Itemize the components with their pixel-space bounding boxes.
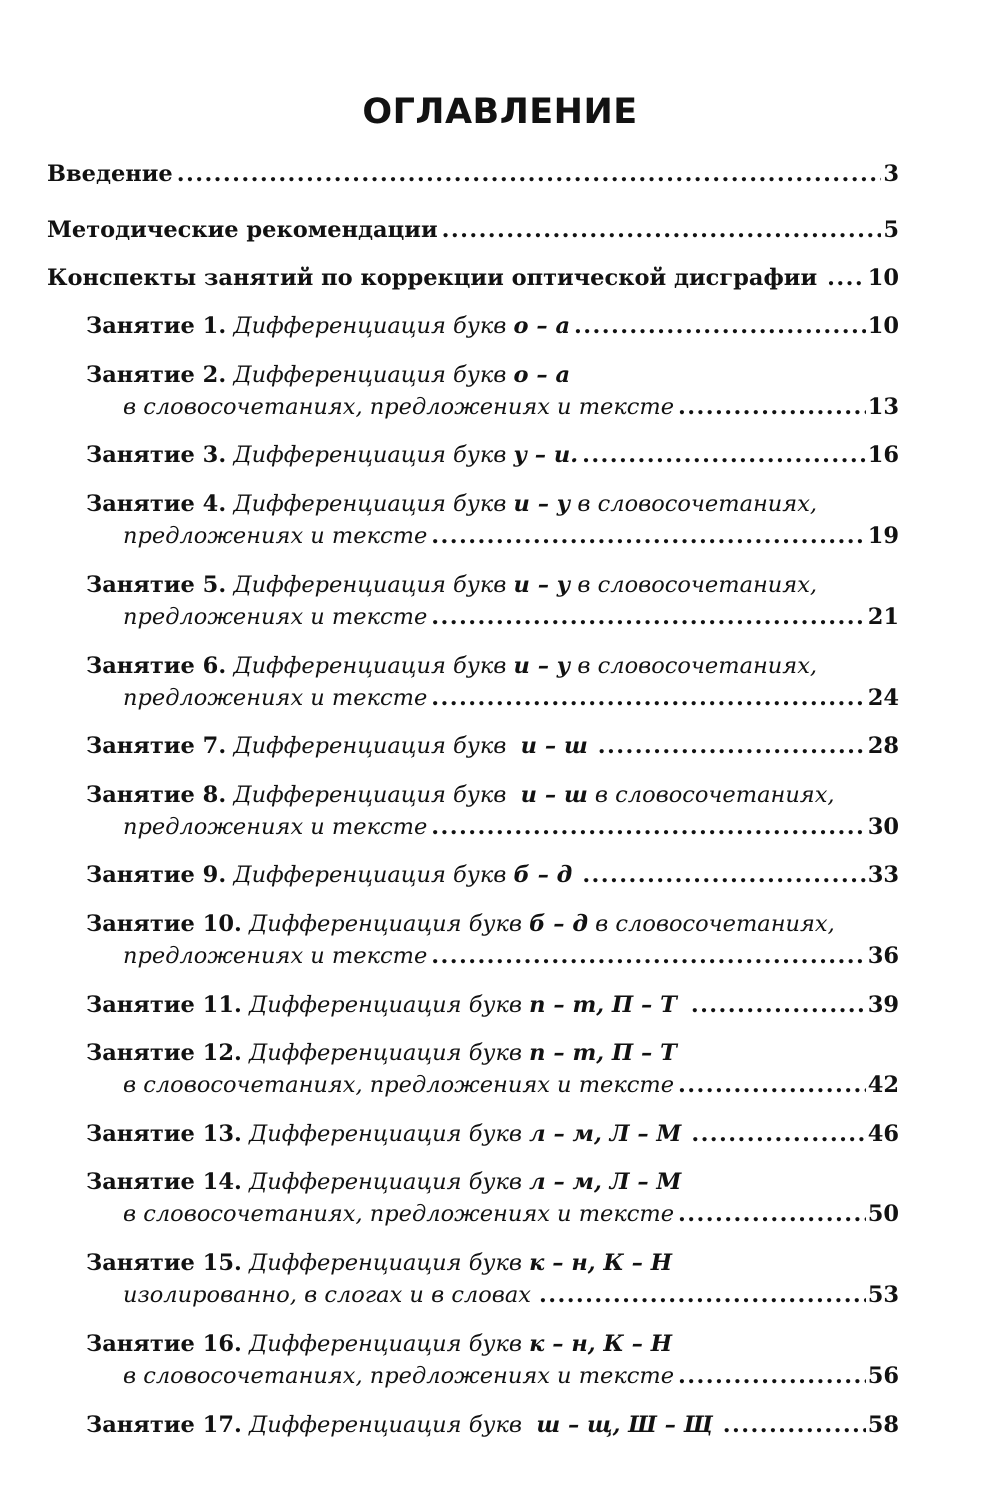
lesson-label: Занятие 5. <box>86 572 227 598</box>
page-number: 53 <box>867 1282 899 1308</box>
page-number: 10 <box>867 265 899 291</box>
lesson-title: Дифференциация букв п – т, П – Т <box>248 992 677 1018</box>
toc-entry-lesson-line1[interactable] <box>86 782 835 808</box>
toc-entry-lesson-line1[interactable] <box>86 491 817 517</box>
lesson-label: Занятие 9. <box>86 862 227 888</box>
page-number: 39 <box>867 992 899 1018</box>
lesson-title: Дифференциация букв к – н, К – Н <box>248 1250 673 1276</box>
lesson-title-cont: предложениях и тексте <box>123 685 428 711</box>
toc-entry-lesson-line1[interactable] <box>86 1040 677 1066</box>
leader-dots <box>691 992 866 1018</box>
leader-dots <box>431 523 865 549</box>
lesson-title-cont: в словосочетаниях, предложениях и тексте <box>123 1363 675 1389</box>
toc-entry-lesson-line2[interactable] <box>123 604 899 638</box>
lesson-title-cont: в словосочетаниях, предложениях и тексте <box>123 394 675 420</box>
toc-entry-lesson-line1[interactable] <box>86 1331 672 1357</box>
lesson-label: Занятие 11. <box>86 992 242 1018</box>
lesson-label: Занятие 2. <box>86 362 227 388</box>
leader-dots <box>431 814 865 840</box>
page-number: 56 <box>867 1363 899 1389</box>
lesson-label: Занятие 13. <box>86 1121 242 1147</box>
lesson-title-cont: предложениях и тексте <box>123 814 428 840</box>
lesson-title: Дифференциация букв и – ш в словосочетаниях, <box>233 782 835 808</box>
lesson-label: Занятие 1. <box>86 313 227 339</box>
page-number: 3 <box>883 161 899 187</box>
lesson-title: Дифференциация букв п – т, П – Т <box>248 1040 677 1066</box>
lesson-label: Занятие 17. <box>86 1412 242 1438</box>
leader-dots <box>431 685 865 711</box>
toc-entry-lesson-line1[interactable] <box>86 572 817 598</box>
toc-entry-lesson-line2[interactable] <box>123 814 899 848</box>
toc-entry-lesson[interactable] <box>86 1121 899 1155</box>
lesson-title-cont: предложениях и тексте <box>123 523 428 549</box>
page-number: 58 <box>867 1412 899 1438</box>
lesson-title-cont: предложениях и тексте <box>123 604 428 630</box>
lesson-title-cont: предложениях и тексте <box>123 943 428 969</box>
toc-entry-lesson-line2[interactable] <box>123 1363 899 1397</box>
page-number: 5 <box>883 217 899 243</box>
lesson-label: Занятие 4. <box>86 491 227 517</box>
page-number: 28 <box>867 733 899 759</box>
lesson-label: Занятие 6. <box>86 653 227 679</box>
lesson-label: Занятие 15. <box>86 1250 242 1276</box>
lesson-label: Занятие 3. <box>86 442 227 468</box>
leader-dots <box>678 1363 866 1389</box>
lesson-title-cont: изолированно, в слогах и в словах <box>123 1282 531 1308</box>
page-number: 42 <box>867 1072 899 1098</box>
toc-entry-label: Конспекты занятий по коррекции оптической дисграфии <box>47 265 818 291</box>
leader-dots <box>582 862 865 888</box>
lesson-title: Дифференциация букв о – а <box>233 362 571 388</box>
toc-entry-lesson[interactable] <box>86 442 899 476</box>
toc-entry-lesson-line2[interactable] <box>123 1282 899 1316</box>
toc-entry-lesson-line2[interactable] <box>123 943 899 977</box>
page-title: ОГЛАВЛЕНИЕ <box>362 92 638 132</box>
toc-entry-lesson-line1[interactable] <box>86 1169 681 1195</box>
page-number: 33 <box>867 862 899 888</box>
leader-dots <box>574 313 866 339</box>
leader-dots <box>691 1121 865 1147</box>
leader-dots <box>678 1072 866 1098</box>
toc-entry-label: Методические рекомендации <box>47 217 438 243</box>
leader-dots <box>442 217 882 243</box>
toc-entry-lesson-line2[interactable] <box>123 394 899 428</box>
page-number: 16 <box>867 442 899 468</box>
lesson-title: Дифференциация букв и – у в словосочетаниях, <box>233 572 818 598</box>
toc-entry-lesson[interactable] <box>86 313 899 347</box>
lesson-label: Занятие 10. <box>86 911 242 937</box>
lesson-label: Занятие 12. <box>86 1040 242 1066</box>
toc-entry-lesson[interactable] <box>86 862 899 896</box>
lesson-title: Дифференциация букв и – у в словосочетаниях, <box>233 491 818 517</box>
lesson-title: Дифференциация букв у – и. <box>233 442 579 468</box>
leader-dots <box>678 1201 866 1227</box>
lesson-label: Занятие 16. <box>86 1331 242 1357</box>
leader-dots <box>582 442 866 468</box>
lesson-title-cont: в словосочетаниях, предложениях и тексте <box>123 1201 675 1227</box>
leader-dots <box>431 604 865 630</box>
toc-entry-lesson-line2[interactable] <box>123 1201 899 1235</box>
toc-entry-lesson-line1[interactable] <box>86 911 835 937</box>
page-number: 46 <box>867 1121 899 1147</box>
lesson-title: Дифференциация букв б – д <box>233 862 573 888</box>
lesson-title: Дифференциация букв ш – щ, Ш – Щ <box>248 1412 713 1438</box>
toc-entry-lesson-line1[interactable] <box>86 362 570 388</box>
toc-entry-lesson-line1[interactable] <box>86 1250 672 1276</box>
leader-dots <box>827 265 866 291</box>
leader-dots <box>177 161 882 187</box>
toc-entry-section[interactable] <box>47 265 899 299</box>
page-number: 24 <box>867 685 899 711</box>
page-number: 36 <box>867 943 899 969</box>
toc-entry-lesson[interactable] <box>86 1412 899 1446</box>
lesson-title: Дифференциация букв л – м, Л – М <box>248 1169 682 1195</box>
lesson-title-cont: в словосочетаниях, предложениях и тексте <box>123 1072 675 1098</box>
toc-entry-intro[interactable] <box>47 161 899 195</box>
page-number: 19 <box>867 523 899 549</box>
lesson-title: Дифференциация букв и – у в словосочетаниях, <box>233 653 818 679</box>
toc-entry-lesson-line2[interactable] <box>123 1072 899 1106</box>
toc-entry-lesson-line2[interactable] <box>123 685 899 719</box>
page-number: 10 <box>867 313 899 339</box>
lesson-title: Дифференциация букв л – м, Л – М <box>248 1121 682 1147</box>
toc-entry-methods[interactable] <box>47 217 899 251</box>
lesson-label: Занятие 7. <box>86 733 227 759</box>
toc-entry-lesson-line1[interactable] <box>86 653 817 679</box>
lesson-title: Дифференциация букв б – д в словосочетаниях, <box>248 911 835 937</box>
toc-entry-label: Введение <box>47 161 173 187</box>
lesson-title: Дифференциация букв о – а <box>233 313 571 339</box>
page-number: 30 <box>867 814 899 840</box>
leader-dots <box>598 733 866 759</box>
toc-entry-lesson-line2[interactable] <box>123 523 899 557</box>
leader-dots <box>678 394 866 420</box>
lesson-label: Занятие 8. <box>86 782 227 808</box>
page-number: 21 <box>867 604 899 630</box>
lesson-title: Дифференциация букв и – ш <box>233 733 588 759</box>
toc-entry-lesson[interactable] <box>86 733 899 767</box>
leader-dots <box>723 1412 866 1438</box>
toc-entry-lesson[interactable] <box>86 992 899 1026</box>
page-number: 13 <box>867 394 899 420</box>
page-number: 50 <box>867 1201 899 1227</box>
leader-dots <box>539 1282 866 1308</box>
lesson-title: Дифференциация букв к – н, К – Н <box>248 1331 673 1357</box>
lesson-label: Занятие 14. <box>86 1169 242 1195</box>
leader-dots <box>431 943 865 969</box>
